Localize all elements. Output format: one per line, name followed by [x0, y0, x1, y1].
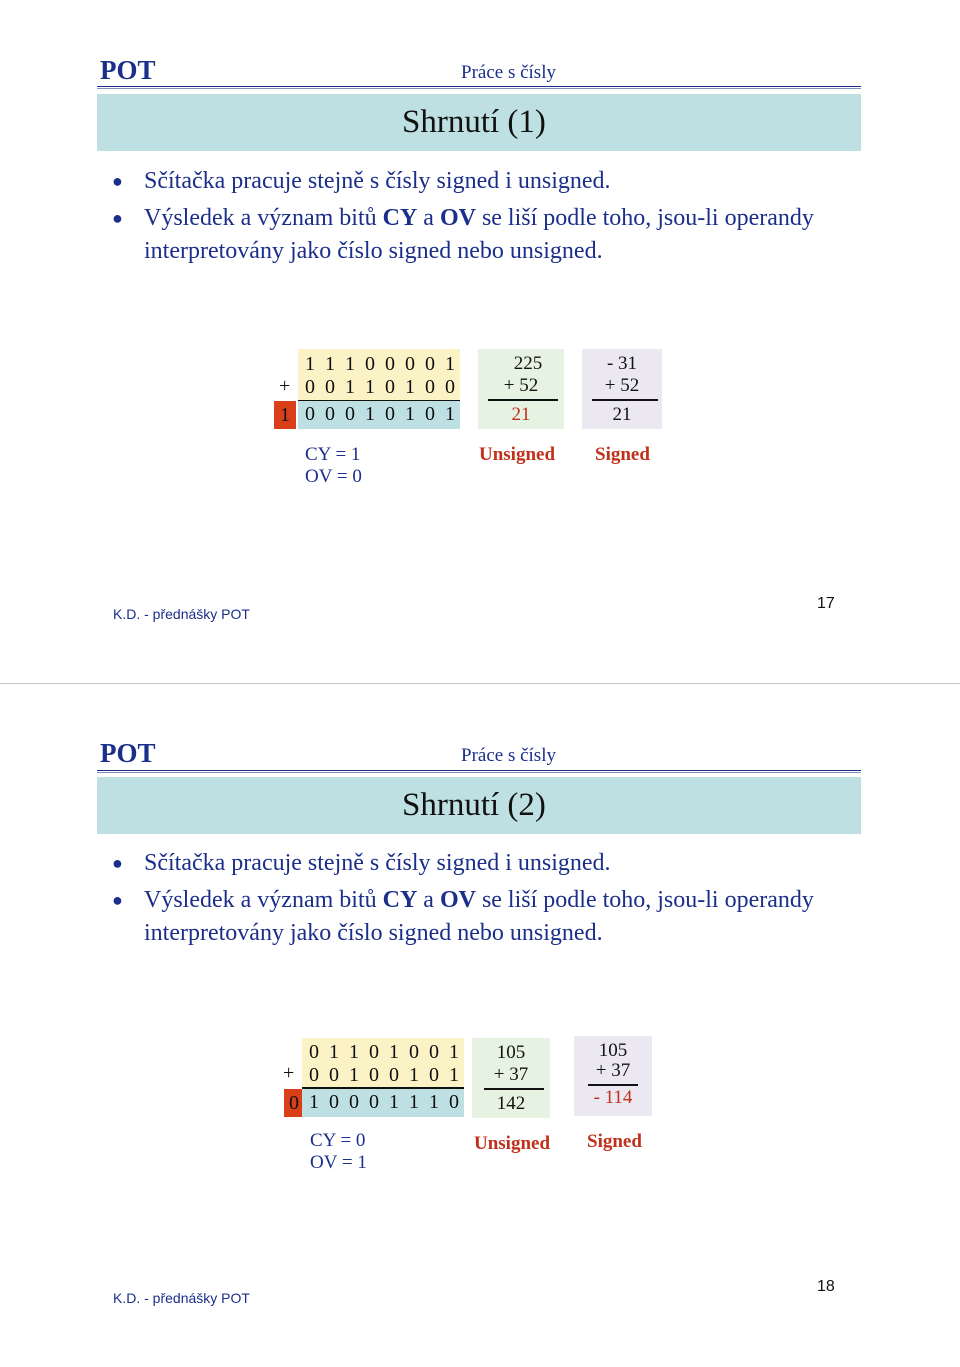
page-number: 17 [817, 595, 835, 612]
bit: 1 [365, 376, 375, 398]
bullet-list [112, 847, 852, 954]
bit: 1 [389, 1041, 399, 1063]
bit: 1 [409, 1064, 419, 1086]
unsigned-sum-line [488, 399, 558, 401]
slide-topic: Práce s čísly [461, 745, 556, 766]
bit: 1 [389, 1091, 399, 1113]
addition-example [0, 345, 960, 505]
footer-text: K.D. - přednášky POT [113, 1290, 250, 1306]
bit: 0 [385, 353, 395, 375]
bit: 0 [325, 403, 335, 425]
bullet-item [112, 847, 852, 880]
bit: 1 [449, 1041, 459, 1063]
carry-bit: 0 [289, 1092, 299, 1114]
bit: 0 [385, 403, 395, 425]
bit: 1 [445, 403, 455, 425]
bit: 0 [369, 1041, 379, 1063]
bit: 0 [449, 1091, 459, 1113]
bit: 0 [365, 353, 375, 375]
header-rule [97, 86, 861, 89]
signed-result: - 114 [593, 1087, 633, 1108]
title-bar [97, 777, 861, 834]
ov-flag: OV = 1 [310, 1152, 367, 1173]
bit: 0 [369, 1064, 379, 1086]
bullet-text: Sčítačka pracuje stejně s čísly signed i unsigned. [144, 850, 611, 876]
flags [305, 444, 362, 488]
bit: 0 [349, 1091, 359, 1113]
signed-sum-box [574, 1036, 652, 1116]
bullet-text-mid: a [417, 205, 440, 231]
bit: 1 [305, 353, 315, 375]
plus-sign: + [279, 375, 291, 397]
slide-title: Shrnutí (1) [402, 104, 546, 140]
signed-sum-box [582, 349, 662, 429]
slide-title: Shrnutí (2) [402, 787, 546, 823]
unsigned-operand-b: + 37 [493, 1064, 529, 1085]
bit: 0 [305, 376, 315, 398]
ov-term: OV [439, 887, 476, 913]
result-bits [300, 403, 462, 426]
plus-sign: + [283, 1062, 295, 1084]
bit: 1 [345, 353, 355, 375]
operand-b-bits [300, 376, 462, 399]
signed-operand-a: 105 [598, 1040, 628, 1061]
carry-bit-box [284, 1089, 304, 1117]
bit: 1 [349, 1064, 359, 1086]
unsigned-sum-box [478, 349, 564, 429]
signed-label: Signed [595, 444, 650, 465]
bit: 0 [409, 1041, 419, 1063]
unsigned-operand-b: + 52 [503, 375, 539, 396]
bit: 0 [385, 376, 395, 398]
carry-bit: 1 [280, 404, 290, 426]
ov-flag: OV = 0 [305, 466, 362, 487]
unsigned-label: Unsigned [479, 444, 556, 465]
operand-a-bits [304, 1041, 466, 1064]
bit: 0 [425, 403, 435, 425]
bit: 1 [449, 1064, 459, 1086]
footer-text: K.D. - přednášky POT [113, 606, 250, 622]
bit: 0 [325, 376, 335, 398]
cy-term: CY [382, 887, 418, 913]
unsigned-result: 142 [496, 1093, 526, 1114]
bullet-item [112, 202, 852, 268]
cy-term: CY [382, 205, 418, 231]
bit: 1 [309, 1091, 319, 1113]
bit: 1 [445, 353, 455, 375]
signed-operand-a: - 31 [606, 353, 638, 374]
bit: 0 [305, 403, 315, 425]
bit: 0 [369, 1091, 379, 1113]
bit: 0 [425, 353, 435, 375]
addition-example [0, 1034, 960, 1194]
bit: 0 [345, 403, 355, 425]
bullet-dot-icon: ● [112, 890, 123, 910]
bit: 1 [325, 353, 335, 375]
bit: 0 [329, 1091, 339, 1113]
operand-bits-box [302, 1038, 464, 1088]
bit: 1 [365, 403, 375, 425]
bit: 1 [405, 403, 415, 425]
header-rule [97, 770, 861, 773]
slide-topic: Práce s čísly [461, 62, 556, 83]
signed-result: 21 [612, 404, 632, 425]
unsigned-operand-a: 105 [496, 1042, 526, 1063]
bit: 0 [429, 1041, 439, 1063]
bit: 1 [409, 1091, 419, 1113]
bullet-text-post: se liší podle toho, jsou-li operandy interpretovány jako číslo signed nebo unsigned. [144, 887, 814, 946]
carry-bit-box [274, 401, 296, 429]
ov-term: OV [439, 205, 476, 231]
bit: 0 [425, 376, 435, 398]
bullet-item [112, 884, 852, 950]
bit: 1 [429, 1091, 439, 1113]
unsigned-label: Unsigned [474, 1133, 551, 1154]
page-number: 18 [817, 1278, 835, 1295]
signed-operand-b: + 37 [595, 1060, 631, 1081]
operand-a-bits [300, 353, 462, 376]
bit: 0 [329, 1064, 339, 1086]
bit: 0 [429, 1064, 439, 1086]
signed-sum-line [592, 399, 658, 401]
course-logo: POT [100, 55, 156, 85]
bit: 0 [445, 376, 455, 398]
result-bits-box [298, 401, 460, 429]
bit: 0 [389, 1064, 399, 1086]
bit: 1 [405, 376, 415, 398]
bit: 0 [309, 1041, 319, 1063]
slide-18 [0, 684, 960, 1367]
bullet-list [112, 165, 852, 272]
bit: 1 [329, 1041, 339, 1063]
course-logo: POT [100, 738, 156, 768]
operand-bits-box [298, 349, 460, 401]
unsigned-result: 21 [511, 404, 531, 425]
bit: 1 [345, 376, 355, 398]
bit: 0 [309, 1064, 319, 1086]
bullet-text-pre: Výsledek a význam bitů [144, 887, 383, 913]
bullet-text-post: se liší podle toho, jsou-li operandy interpretovány jako číslo signed nebo unsigned. [144, 205, 814, 264]
slide-17 [0, 0, 960, 683]
bullet-dot-icon: ● [112, 208, 123, 228]
bit: 0 [405, 353, 415, 375]
bullet-item [112, 165, 852, 198]
unsigned-sum-line [484, 1088, 544, 1090]
bullet-dot-icon: ● [112, 171, 123, 191]
flags [310, 1130, 367, 1174]
signed-sum-line [588, 1084, 638, 1086]
bullet-text-pre: Výsledek a význam bitů [144, 205, 383, 231]
bullet-text-mid: a [417, 887, 440, 913]
result-bits [304, 1091, 466, 1114]
unsigned-sum-box [472, 1038, 550, 1118]
operand-b-bits [304, 1064, 466, 1087]
bullet-dot-icon: ● [112, 853, 123, 873]
bullet-text: Sčítačka pracuje stejně s čísly signed i unsigned. [144, 168, 611, 194]
bit: 1 [349, 1041, 359, 1063]
title-bar [97, 94, 861, 151]
result-bits-box [302, 1089, 464, 1117]
signed-operand-b: + 52 [604, 375, 640, 396]
cy-flag: CY = 0 [310, 1130, 366, 1151]
unsigned-operand-a: 225 [513, 353, 543, 374]
signed-label: Signed [587, 1131, 642, 1152]
cy-flag: CY = 1 [305, 444, 361, 465]
